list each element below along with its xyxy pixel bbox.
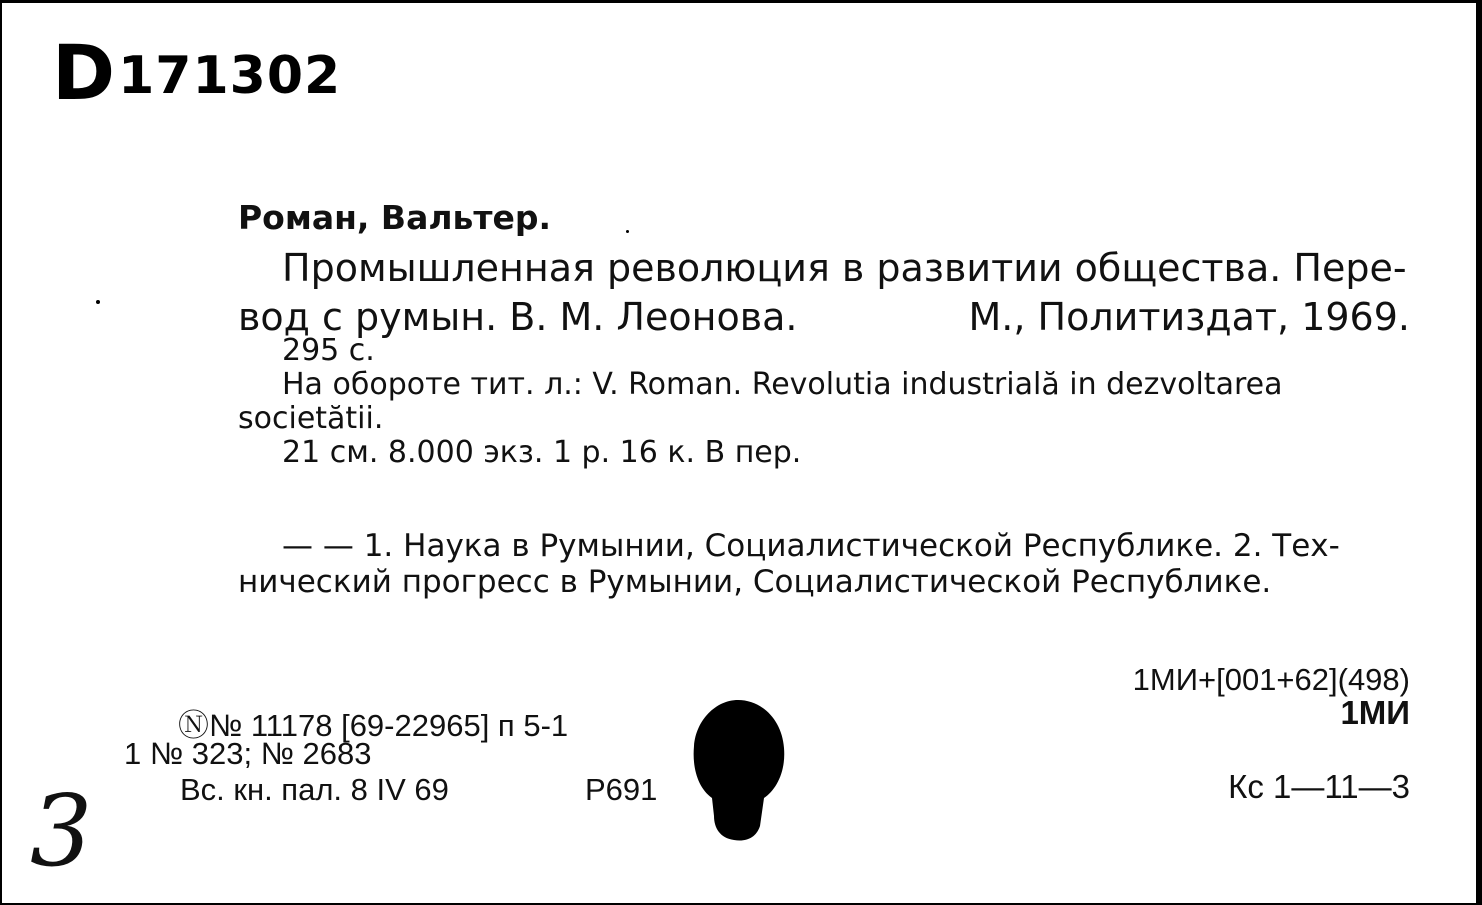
card-border-top [0, 0, 1482, 3]
title-text: Промышленная революция в развитии общества. Пере- [282, 246, 1407, 290]
speck [626, 230, 629, 233]
verso-note-line-2: societătii. [238, 401, 384, 436]
registration-line: Ⓝ№ 11178 [69-22965] п 5-1 [178, 708, 569, 743]
catalog-digits: 171302 [118, 46, 342, 106]
print-code: Р691 [585, 772, 658, 807]
catalog-letter: D [52, 28, 117, 117]
classification-code: 1МИ+[001+62](498) [1132, 662, 1410, 697]
catalog-number-stamp [52, 28, 341, 117]
subjects-block [238, 528, 1410, 600]
physical-description: 21 см. 8.000 экз. 1 р. 16 к. В пер. [282, 435, 802, 470]
card-border-left [0, 0, 2, 905]
speck [96, 300, 100, 304]
verso-note-line-1: На обороте тит. л.: V. Roman. Revolutia industrială in dezvoltarea [282, 367, 1283, 402]
subjects-line-2: нический прогресс в Румынии, Социалистической Республике. [238, 564, 1272, 600]
notes-block [238, 334, 1410, 470]
translator-text: вод с румын. В. М. Леонова. [238, 295, 798, 339]
subjects-line-1: — — 1. Наука в Румынии, Социалистической Республике. 2. Тех- [282, 528, 1340, 564]
title-line-1 [238, 244, 1410, 293]
classification-short: 1МИ [1340, 694, 1410, 731]
publisher-text: М., Политиздат, 1969. [968, 295, 1410, 339]
card-border-right [1476, 0, 1482, 905]
ink-blot-hole [690, 698, 790, 843]
title-block [238, 244, 1410, 342]
pages-line: 295 с. [282, 333, 375, 368]
author-heading: Роман, Вальтер. [238, 198, 552, 237]
order-numbers-line: 1 № 323; № 2683 [124, 736, 372, 771]
handwritten-mark: 3 [30, 775, 93, 889]
book-chamber-line: Вс. кн. пал. 8 IV 69 [180, 772, 449, 807]
kc-code: Кс 1—11—3 [1228, 768, 1410, 805]
